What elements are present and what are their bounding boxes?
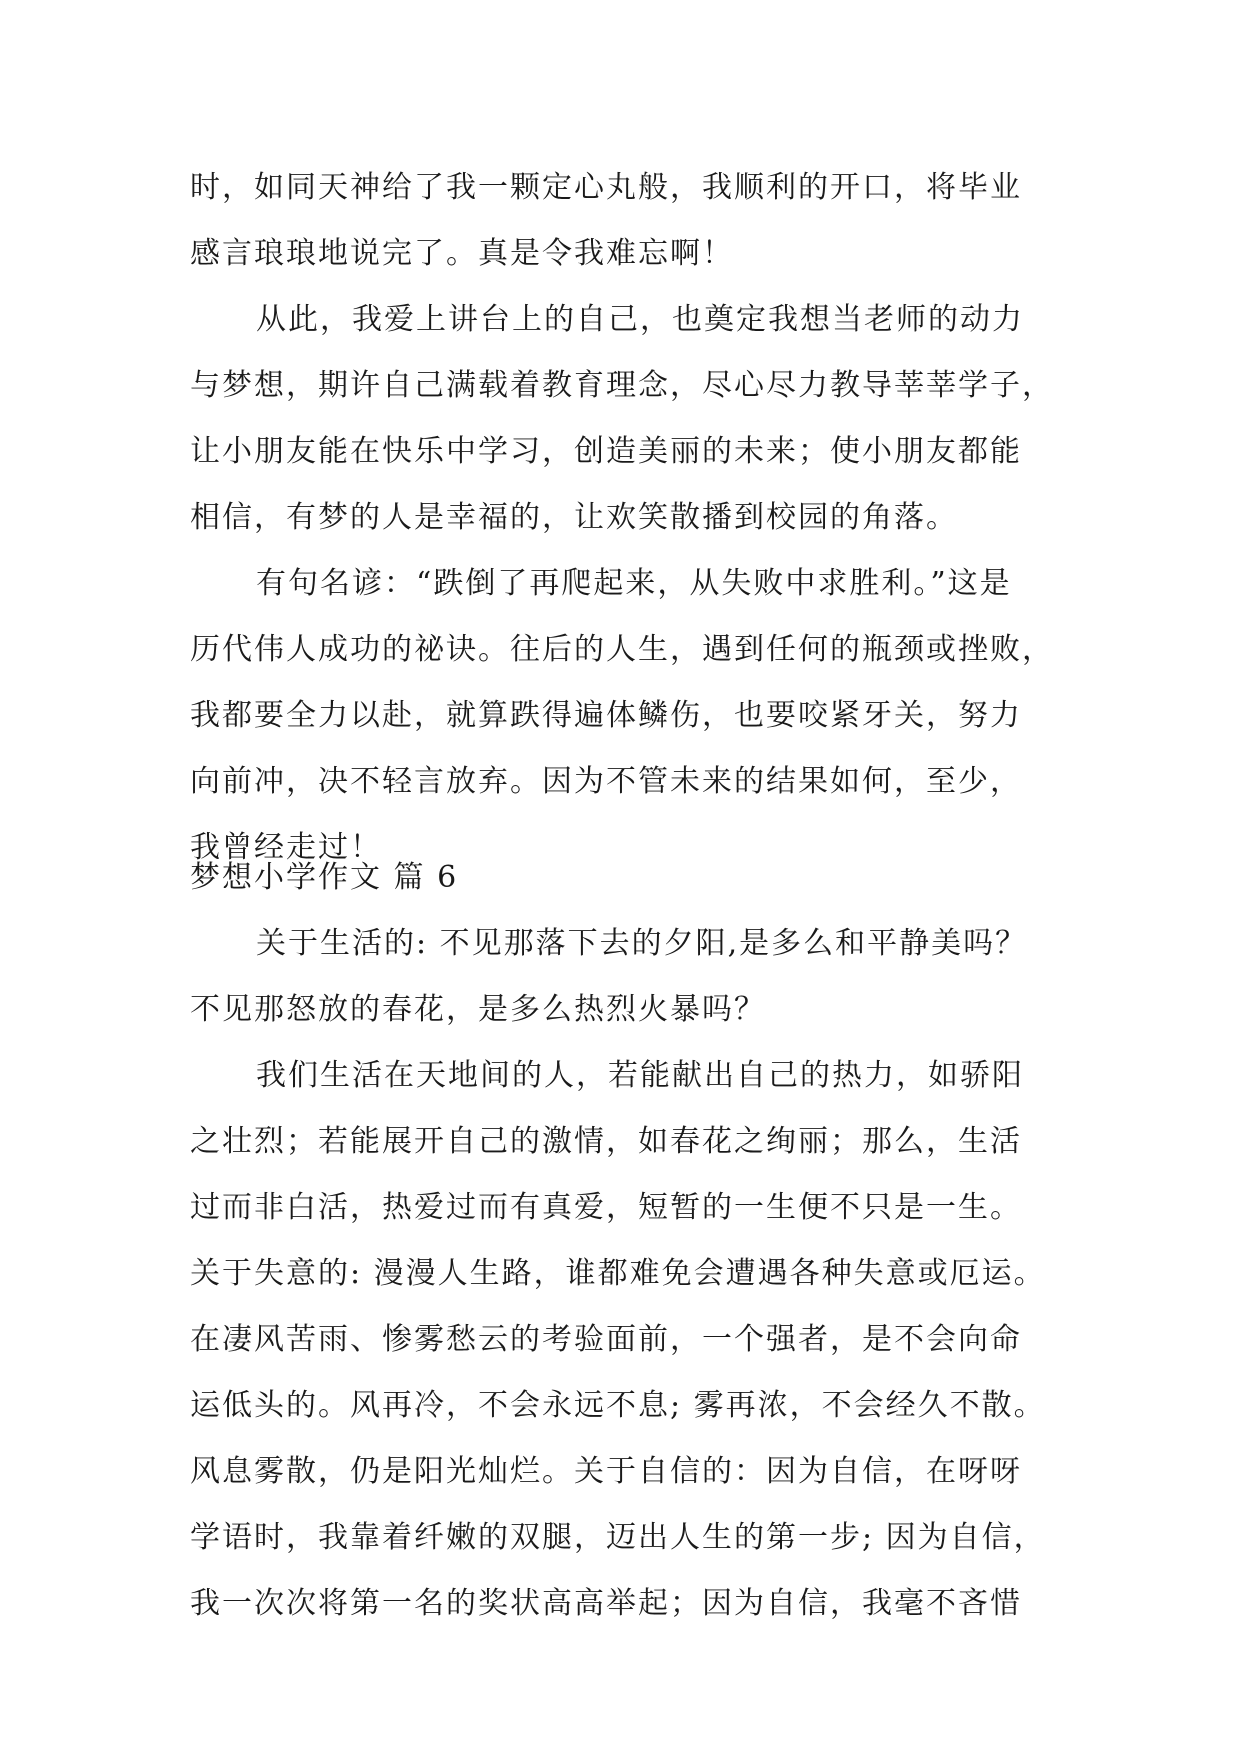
paragraph-line: 有句名谚：“跌倒了再爬起来，从失败中求胜利。”这是 <box>256 566 1012 601</box>
paragraph-line: 风息雾散，仍是阳光灿烂。关于自信的：因为自信，在呀呀 <box>190 1454 1022 1489</box>
paragraph-line: 相信，有梦的人是幸福的，让欢笑散播到校园的角落。 <box>190 500 958 535</box>
paragraph-line: 之壮烈；若能展开自己的激情，如春花之绚丽；那么，生活 <box>190 1124 1022 1159</box>
essay-continued-section <box>190 155 1070 881</box>
paragraph-line: 向前冲，决不轻言放弃。因为不管未来的结果如何，至少， <box>190 764 1022 799</box>
paragraph-line: 关于生活的: 不见那落下去的夕阳,是多么和平静美吗？ <box>256 926 1028 961</box>
paragraph-line: 让小朋友能在快乐中学习，创造美丽的未来；使小朋友都能 <box>190 434 1022 469</box>
paragraph-line: 从此，我爱上讲台上的自己，也奠定我想当老师的动力 <box>256 302 1024 337</box>
paragraph-line: 与梦想，期许自己满载着教育理念，尽心尽力教导莘莘学子， <box>190 368 1054 403</box>
paragraph-line: 我都要全力以赴，就算跌得遍体鳞伤，也要咬紧牙关，努力 <box>190 698 1022 733</box>
paragraph-line: 我们生活在天地间的人，若能献出自己的热力，如骄阳 <box>256 1058 1024 1093</box>
paragraph-line: 不见那怒放的春花，是多么热烈火暴吗？ <box>190 992 766 1027</box>
paragraph-line: 我一次次将第一名的奖状高高举起；因为自信，我毫不吝惜 <box>190 1586 1022 1621</box>
paragraph-line: 时，如同天神给了我一颗定心丸般，我顺利的开口，将毕业 <box>190 170 1022 205</box>
paragraph-line: 过而非白活，热爱过而有真爱，短暂的一生便不只是一生。 <box>190 1190 1022 1225</box>
paragraph-line: 学语时，我靠着纤嫩的双腿，迈出人生的第一步; 因为自信， <box>190 1520 1046 1555</box>
section-heading: 梦想小学作文 篇 6 <box>190 860 459 895</box>
paragraph-line: 在凄风苦雨、惨雾愁云的考验面前，一个强者，是不会向命 <box>190 1322 1022 1357</box>
paragraph-line: 我曾经走过！ <box>190 830 382 865</box>
paragraph-line: 运低头的。风再冷，不会永远不息; 雾再浓，不会经久不散。 <box>190 1388 1046 1423</box>
paragraph-line: 历代伟人成功的祕诀。往后的人生，遇到任何的瓶颈或挫败， <box>190 632 1054 667</box>
paragraph-line: 关于失意的: 漫漫人生路，谁都难免会遭遇各种失意或厄运。 <box>190 1256 1046 1291</box>
essay-section-6 <box>190 845 1070 1637</box>
paragraph-line: 感言琅琅地说完了。真是令我难忘啊！ <box>190 236 734 271</box>
